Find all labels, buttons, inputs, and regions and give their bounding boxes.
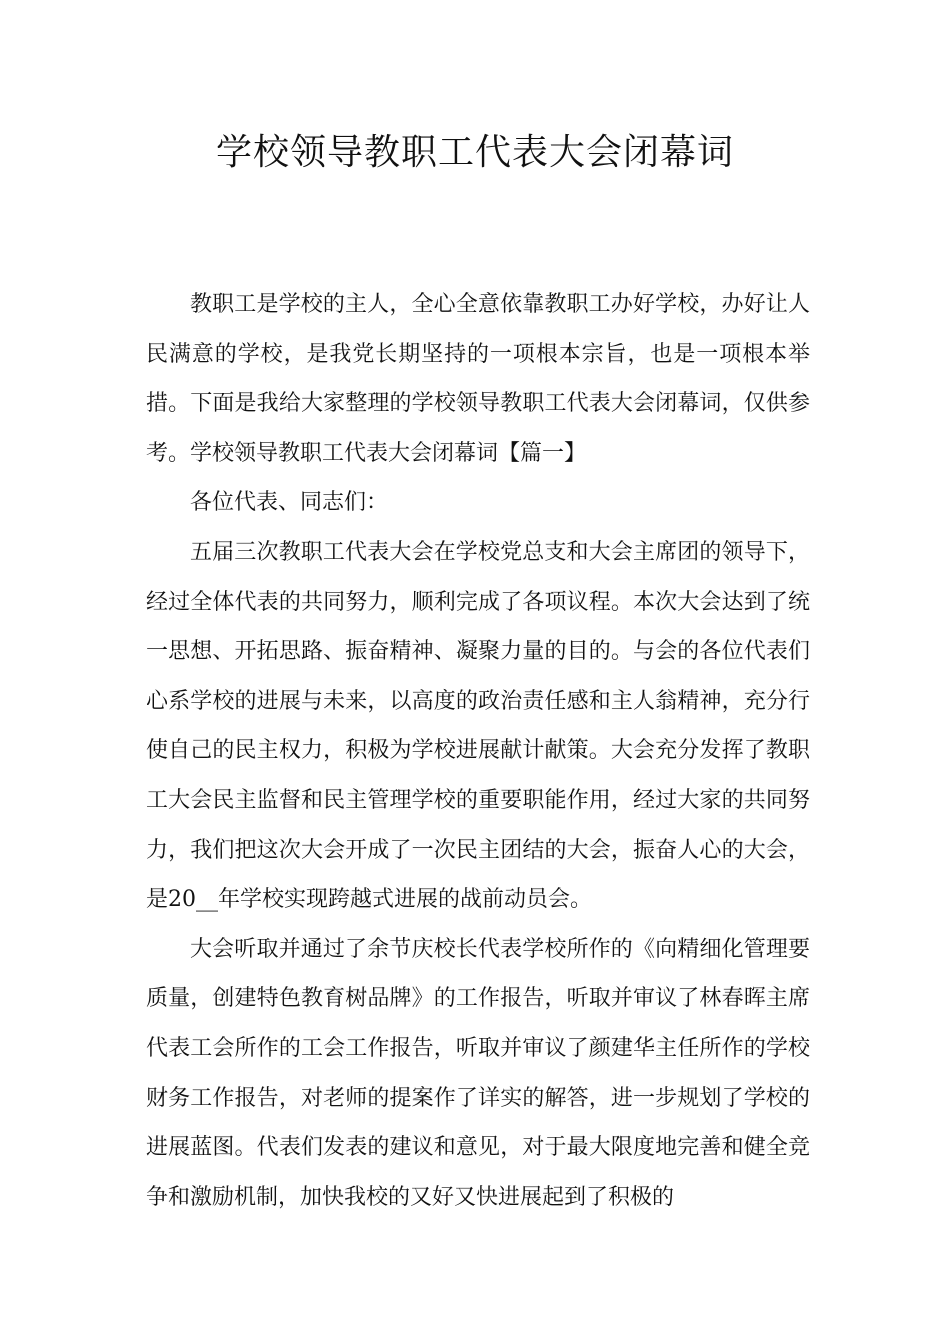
- paragraph-reports: 大会听取并通过了余节庆校长代表学校所作的《向精细化管理要质量，创建特色教育树品牌》的工作报告，听取并审议了林春晖主席代表工会所作的工会工作报告，听取并审议了颜建华主任所作的学校财务工作报告，对老师的提案作了详实的解答，进一步规划了学校的进展蓝图。代表们发表的建议和意见，对于最大限度地完善和健全竞争和激励机制，加快我校的又好又快进展起到了积极的: [146, 936, 810, 1210]
- document-title: 学校领导教职工代表大会闭幕词: [215, 132, 734, 173]
- document-body: [146, 280, 810, 1222]
- paragraph-salutation: 各位代表、同志们：: [190, 490, 389, 516]
- paragraph-intro: 教职工是学校的主人，全心全意依靠教职工办好学校，办好让人民满意的学校，是我党长期坚持的一项根本宗旨，也是一项根本举措。下面是我给大家整理的学校领导教职工代表大会闭幕词，仅供参考。学校领导教职工代表大会闭幕词【篇一】: [146, 292, 810, 466]
- paragraph-meeting-summary: 五届三次教职工代表大会在学校党总支和大会主席团的领导下，经过全体代表的共同努力，顺利完成了各项议程。本次大会达到了统一思想、开拓思路、振奋精神、凝聚力量的目的。与会的各位代表们心系学校的进展与未来，以高度的政治责任感和主人翁精神，充分行使自己的民主权力，积极为学校进展献计献策。大会充分发挥了教职工大会民主监督和民主管理学校的重要职能作用，经过大家的共同努力，我们把这次大会开成了一次民主团结的大会，振奋人心的大会，是20__年学校实现跨越式进展的战前动员会。: [146, 539, 810, 913]
